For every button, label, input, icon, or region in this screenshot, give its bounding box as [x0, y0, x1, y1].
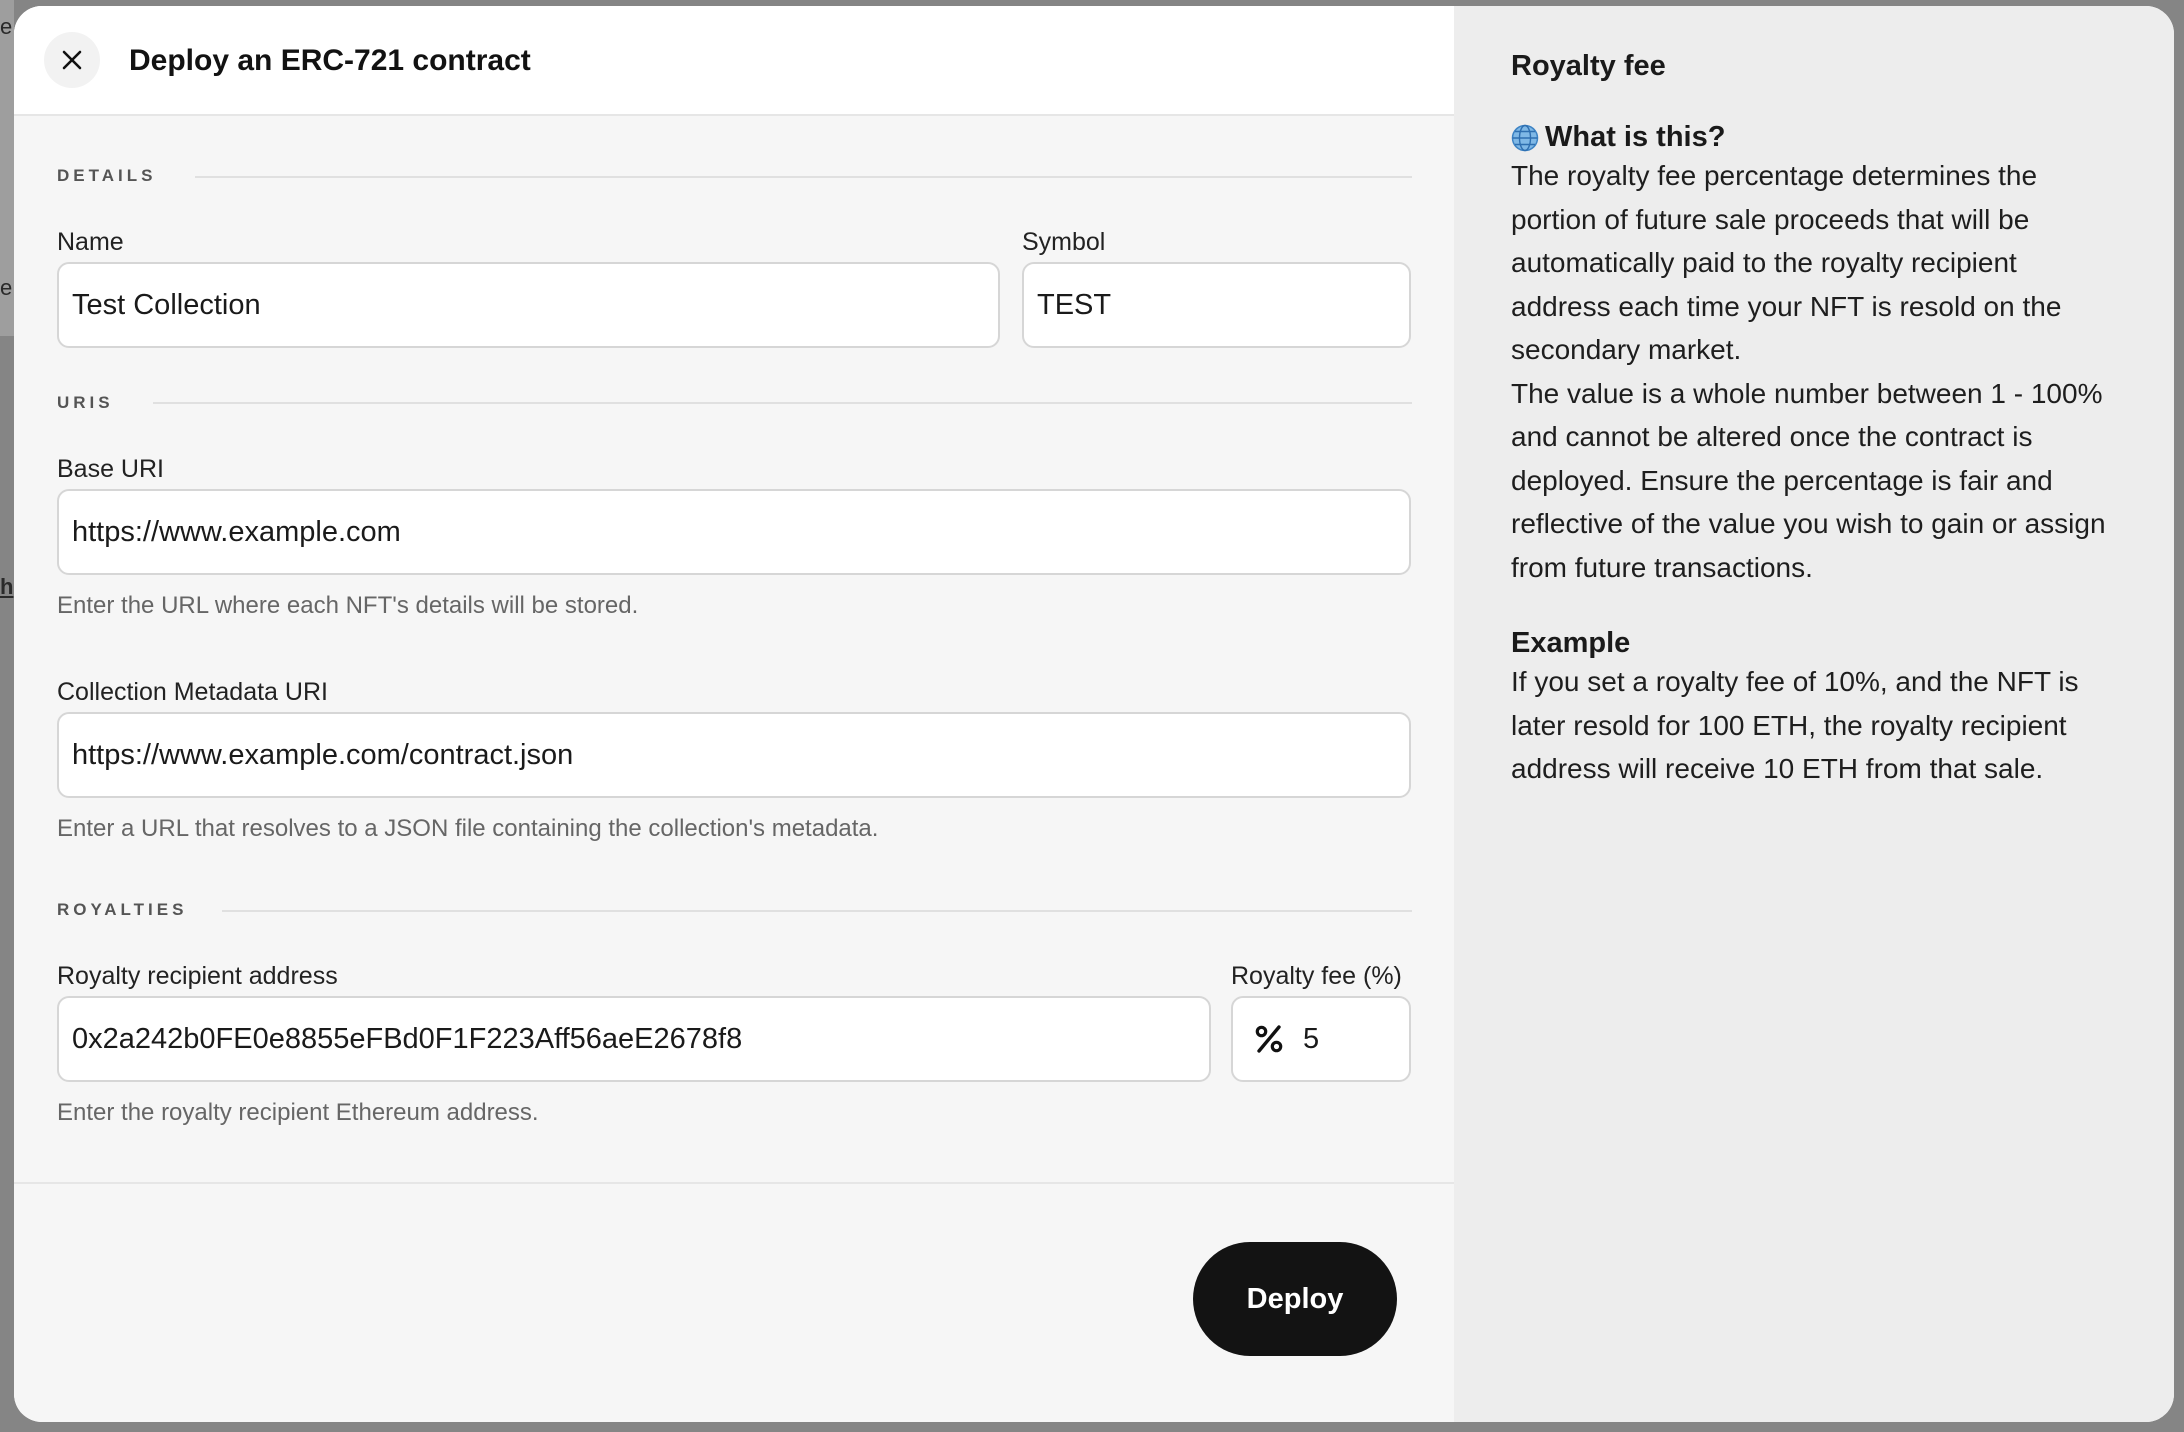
royalty-fee-field: [1231, 996, 1411, 1082]
royalty-recipient-input[interactable]: [57, 996, 1211, 1082]
base-uri-helper: Enter the URL where each NFT's details will be stored.: [57, 592, 639, 619]
modal-title: Deploy an ERC-721 contract: [129, 44, 531, 77]
backdrop-text: e: [0, 14, 13, 39]
royalty-recipient-helper: Enter the royalty recipient Ethereum address.: [57, 1099, 539, 1126]
metadata-uri-input[interactable]: [57, 712, 1411, 798]
help-what-heading: [1511, 121, 2118, 154]
metadata-uri-label: Collection Metadata URI: [57, 678, 328, 706]
percent-icon: [1243, 998, 1295, 1080]
footer-divider: [14, 1182, 1454, 1184]
deploy-button[interactable]: Deploy: [1193, 1242, 1397, 1356]
section-divider: [195, 176, 1412, 178]
base-uri-input[interactable]: [57, 489, 1411, 575]
help-what-text: The value is a whole number between 1 - 100% and cannot be altered once the contract is deployed. Ensure the percentage is fair and reflective of the value you wish to gain or assign from future transactions.: [1511, 377, 2106, 583]
help-title: Royalty fee: [1511, 50, 1666, 82]
help-example-heading: Example: [1511, 627, 1631, 659]
section-label-uris: URIS: [57, 393, 114, 412]
help-panel: [1454, 6, 2174, 1422]
royalty-fee-label: Royalty fee (%): [1231, 962, 1402, 990]
help-example-text: If you set a royalty fee of 10%, and the NFT is later resold for 100 ETH, the royalty recipient address will receive 10 ETH from that sale.: [1511, 666, 2079, 784]
metadata-uri-helper: Enter a URL that resolves to a JSON file containing the collection's metadata.: [57, 815, 879, 842]
symbol-label: Symbol: [1022, 228, 1106, 256]
symbol-input[interactable]: [1022, 262, 1411, 348]
section-divider: [222, 910, 1412, 912]
name-input[interactable]: [57, 262, 1000, 348]
close-button[interactable]: [44, 32, 100, 88]
help-what-heading-text: What is this?: [1545, 121, 1726, 153]
section-label-royalties: ROYALTIES: [57, 900, 188, 919]
section-divider: [153, 402, 1412, 404]
section-label-details: DETAILS: [57, 166, 157, 185]
royalty-fee-input[interactable]: [1295, 1023, 1395, 1056]
modal-header: [14, 6, 1454, 116]
globe-icon: [1511, 124, 1539, 152]
backdrop-link: h: [0, 574, 14, 599]
royalty-recipient-label: Royalty recipient address: [57, 962, 338, 990]
name-label: Name: [57, 228, 124, 256]
base-uri-label: Base URI: [57, 455, 164, 483]
deploy-contract-modal: [14, 6, 2174, 1422]
form-panel: [14, 6, 1454, 1422]
close-icon: [61, 49, 83, 71]
help-what-text: The royalty fee percentage determines the portion of future sale proceeds that will be automatically paid to the royalty recipient address each time your NFT is resold on the secondary market.: [1511, 160, 2062, 365]
backdrop-text: e: [0, 275, 13, 300]
